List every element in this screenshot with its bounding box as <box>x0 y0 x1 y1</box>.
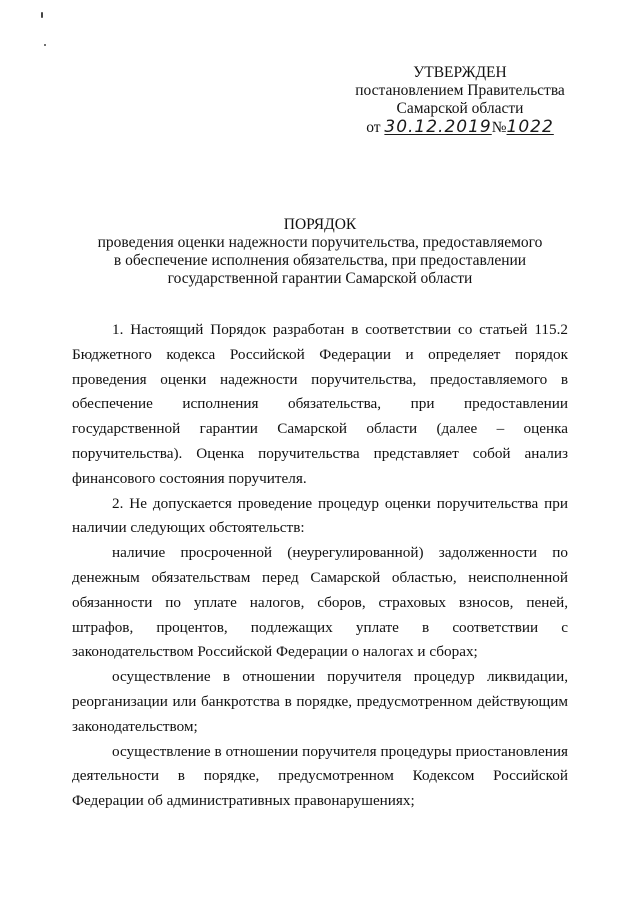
paragraph: 1. Настоящий Порядок разработан в соответствии со статьей 115.2 Бюджетного кодекса Российской Федерации и определяет порядок проведения оценки надежности поручительства, предоставляемого в обеспечение исполнения обязательства, при предоставлении государственной гарантии Самарской области (далее – оценка поручительства). Оценка поручительства представляет собой анализ финансового состояния поручителя. <box>72 321 568 487</box>
scan-mark <box>44 44 46 46</box>
paragraph: осуществление в отношении поручителя процедур ликвидации, реорганизации или банкротства в порядке, предусмотренном действующим законодательством; <box>72 668 568 735</box>
approval-date-line <box>340 118 580 137</box>
title-line: в обеспечение исполнения обязательства, при предоставлении <box>113 252 527 269</box>
paragraph: 2. Не допускается проведение процедур оценки поручительства при наличии следующих обстоятельств: <box>72 494 568 537</box>
document-body <box>72 318 568 814</box>
approval-line: постановлением Правительства <box>355 82 565 99</box>
approval-heading: УТВЕРЖДЕН <box>413 64 507 81</box>
date-prefix: от <box>366 119 381 136</box>
handwritten-date: 30.12.2019 <box>384 117 492 137</box>
scan-mark <box>41 12 43 18</box>
document-title <box>60 216 580 288</box>
paragraph: осуществление в отношении поручителя процедуры приостановления деятельности в порядке, предусмотренном Кодексом Российской Федерации об административных правонарушениях; <box>72 742 568 810</box>
handwritten-number: 1022 <box>506 117 554 137</box>
approval-line: Самарской области <box>396 100 524 117</box>
title-line: проведения оценки надежности поручительства, предоставляемого <box>97 234 543 251</box>
title-heading: ПОРЯДОК <box>283 216 357 233</box>
approval-block <box>340 64 580 137</box>
title-line: государственной гарантии Самарской области <box>167 270 473 287</box>
paragraph: наличие просроченной (неурегулированной) задолженности по денежным обязательствам перед Самарской областью, неисполненной обязанности по уплате налогов, сборов, страховых взносов, пеней, штрафов, процентов, подлежащих уплате в соответствии с законодательством Российской Федерации о налогах и сборах; <box>72 544 568 661</box>
number-prefix: № <box>491 119 507 136</box>
